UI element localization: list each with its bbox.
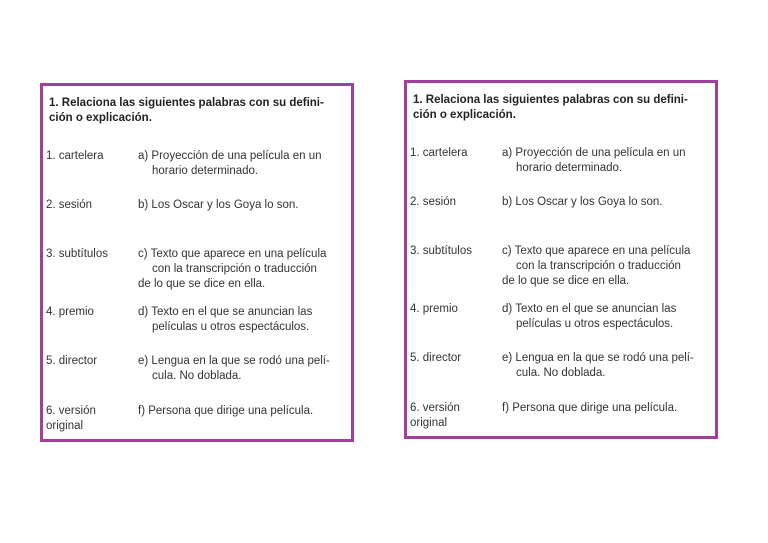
exercise-title — [49, 96, 343, 126]
term-director: 5. director — [410, 352, 462, 364]
term-premio: 4. premio — [46, 306, 94, 318]
term-cartelera: 1. cartelera — [46, 150, 104, 162]
term-cartelera: 1. cartelera — [410, 147, 468, 159]
exercise-title — [413, 93, 707, 123]
definition-b: b) Los Oscar y los Goya lo son. — [138, 199, 299, 211]
term-version-original: 6. versión original — [46, 405, 96, 432]
definition-a: a) Proyección de una película en un horario determinado. — [138, 150, 322, 177]
title-line-1: 1. Relaciona las siguientes palabras con su defini- — [49, 97, 324, 109]
definition-f: f) Persona que dirige una película. — [138, 405, 314, 417]
definition-e: e) Lengua en la que se rodó una pelí- cula. No doblada. — [502, 352, 694, 379]
title-line-2: ción o explicación. — [49, 112, 152, 124]
term-director: 5. director — [46, 355, 98, 367]
definition-d: d) Texto en el que se anuncian las películas u otros espectáculos. — [502, 303, 677, 330]
definition-e: e) Lengua en la que se rodó una pelí- cula. No doblada. — [138, 355, 330, 382]
term-subtitulos: 3. subtítulos — [410, 245, 473, 257]
definition-d: d) Texto en el que se anuncian las películas u otros espectáculos. — [138, 306, 313, 333]
term-premio: 4. premio — [410, 303, 458, 315]
term-sesion: 2. sesión — [410, 196, 457, 208]
title-line-1: 1. Relaciona las siguientes palabras con su defini- — [413, 94, 688, 106]
term-sesion: 2. sesión — [46, 199, 93, 211]
definition-a: a) Proyección de una película en un horario determinado. — [502, 147, 686, 174]
definition-b: b) Los Oscar y los Goya lo son. — [502, 196, 663, 208]
definition-f: f) Persona que dirige una película. — [502, 402, 678, 414]
term-version-original: 6. versión original — [410, 402, 460, 429]
exercise-card-left — [40, 83, 354, 442]
definition-c: c) Texto que aparece en una película con la transcripción o traducción de lo que se dice en ella. — [502, 245, 691, 287]
definition-c: c) Texto que aparece en una película con la transcripción o traducción de lo que se dice en ella. — [138, 248, 327, 290]
term-subtitulos: 3. subtítulos — [46, 248, 109, 260]
title-line-2: ción o explicación. — [413, 109, 516, 121]
exercise-card-right — [404, 80, 718, 439]
